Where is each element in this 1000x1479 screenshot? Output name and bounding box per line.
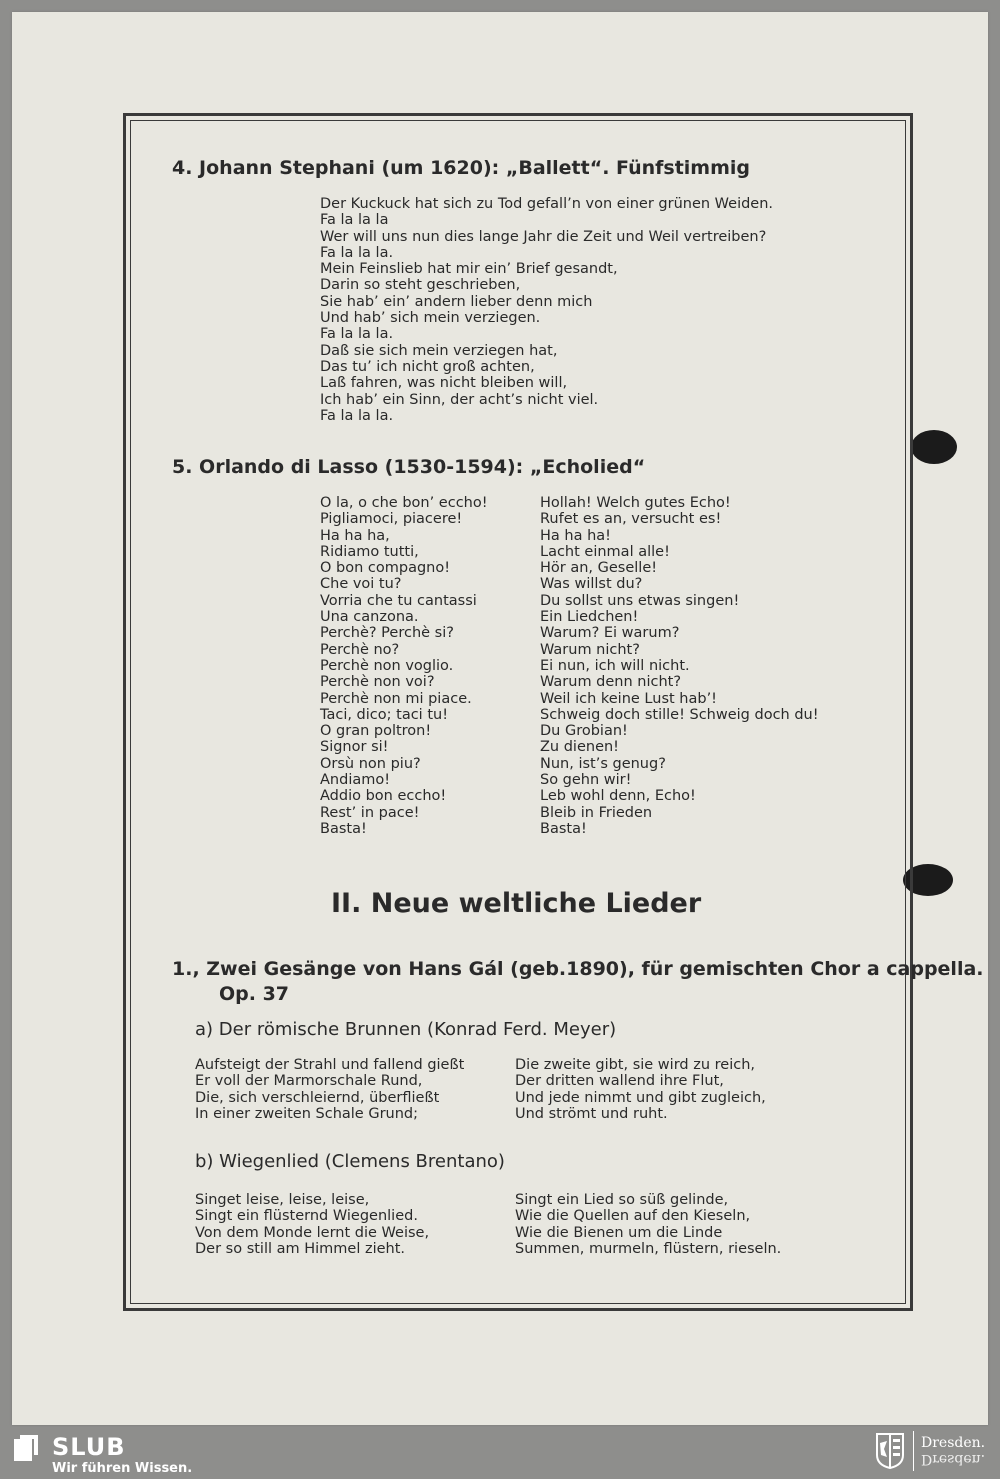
lyric-line-german: Rufet es an, versucht es! [540,511,722,528]
section-5-german-lyrics [540,495,819,837]
lyric-line: Sie hab’ ein’ andern lieber denn mich [320,293,593,310]
song-b-title: b) Wiegenlied (Clemens Brentano) [195,1151,505,1172]
lyric-line-italian: Che voi tu? [320,576,402,593]
lyric-line-italian: O la, o che bon’ eccho! [320,495,488,511]
lyric-line-german: Warum? Ei warum? [540,625,680,642]
lyric-line: Mein Feinslieb hat mir ein’ Brief gesandt, [320,261,618,278]
song-b-left-stanza [195,1192,429,1257]
lyric-line-german: So gehn wir! [540,772,632,789]
lyric-line-italian: Basta! [320,820,367,837]
lyric-line-german: Leb wohl denn, Echo! [540,788,696,805]
part-2-title: II. Neue weltliche Lieder [331,888,702,919]
lyric-line-italian: Ridiamo tutti, [320,543,419,560]
lyric-line-german: Was willst du? [540,576,643,593]
lyric-line-italian: Perchè non voi? [320,674,435,691]
lyric-line: Das tu’ ich nicht groß achten, [320,358,535,375]
lyric-line: Die zweite gibt, sie wird zu reich, [515,1057,755,1073]
lyric-line-german: Warum denn nicht? [540,674,682,691]
lyric-line-italian: Perchè no? [320,641,400,658]
lyric-line: Der Kuckuck hat sich zu Tod gefall’n von einer grünen Weiden. [320,196,774,212]
lyric-line-italian: Perchè non mi piace. [320,690,472,707]
lyric-line: Fa la la la. [320,407,394,424]
lyric-line-italian: Signor si! [320,739,389,756]
slub-tagline: Wir führen Wissen. [52,1461,193,1476]
punch-hole-top [911,430,957,464]
lyric-line: Singt ein flüsternd Wiegenlied. [195,1208,418,1225]
lyric-line: Und jede nimmt und gibt zugleich, [515,1089,766,1106]
lyric-line: Ich hab’ ein Sinn, der acht’s nicht viel. [320,391,599,408]
lyric-line-german: Hollah! Welch gutes Echo! [540,495,731,511]
lyric-line-italian: Taci, dico; taci tu! [320,706,449,723]
lyric-line-italian: Addio bon eccho! [320,788,447,805]
lyric-line-german: Du Grobian! [540,723,628,740]
lyric-line: Aufsteigt der Strahl und fallend gießt [195,1057,465,1073]
lyric-line: Fa la la la. [320,244,394,261]
lyric-line: Darin so steht geschrieben, [320,277,521,294]
lyric-line-german: Bleib in Frieden [540,804,653,821]
lyric-line: Er voll der Marmorschale Rund, [195,1073,423,1090]
lyric-line: Fa la la la [320,212,389,229]
section-4-lyrics [320,196,773,424]
lyric-line-italian: Andiamo! [320,772,391,789]
lyric-line: Der so still am Himmel zieht. [195,1240,406,1257]
song-b-right-stanza [515,1192,781,1257]
lyric-line: Singt ein Lied so süß gelinde, [515,1192,729,1208]
dresden-wordmark[interactable]: Dresden. [921,1435,986,1451]
section-5-heading: 5. Orlando di Lasso (1530-1594): „Echolied“ [172,456,646,478]
lyric-line-german: Ein Liedchen! [540,609,639,626]
section-4-heading: 4. Johann Stephani (um 1620): „Ballett“. Fünfstimmig [172,157,750,179]
lyric-line: Die, sich verschleiernd, überfließt [195,1089,440,1106]
lyric-line-italian: O gran poltron! [320,723,432,740]
lyric-line-german: Zu dienen! [540,739,619,756]
lyric-line-italian: Orsù non piu? [320,755,421,772]
lyric-line: Und strömt und ruht. [515,1105,668,1122]
lyric-line-german: Ei nun, ich will nicht. [540,657,690,674]
dresden-wordmark-reflection: Dresden. [921,1451,986,1467]
lyric-line: Wie die Bienen um die Linde [515,1224,723,1241]
lyric-line-italian: Una canzona. [320,609,419,626]
lyric-line-german: Nun, ist’s genug? [540,755,666,772]
slub-logo-icon[interactable] [14,1435,38,1461]
lyric-line: Und hab’ sich mein verziegen. [320,310,541,327]
lyric-line-italian: Ha ha ha, [320,527,390,544]
lyric-line-german: Lacht einmal alle! [540,543,670,560]
lyric-line-german: Hör an, Geselle! [540,560,658,577]
lyric-line: Der dritten wallend ihre Flut, [515,1073,724,1090]
lyric-line: Von dem Monde lernt die Weise, [195,1224,430,1241]
song-a-title: a) Der römische Brunnen (Konrad Ferd. Meyer) [195,1019,617,1040]
lyric-line: Summen, murmeln, flüstern, rieseln. [515,1240,782,1257]
lyric-line-italian: Vorria che tu cantassi [320,592,477,609]
lyric-line: Wie die Quellen auf den Kieseln, [515,1208,751,1225]
lyric-line-german: Warum nicht? [540,641,640,658]
lyric-line-italian: Pigliamoci, piacere! [320,511,463,528]
lyric-line-italian: Rest’ in pace! [320,804,420,821]
lyric-line: Laß fahren, was nicht bleiben will, [320,375,568,392]
lyric-line: Daß sie sich mein verziegen hat, [320,342,558,359]
lyric-line-german: Weil ich keine Lust hab’! [540,690,717,707]
slub-brand[interactable]: SLUB [52,1433,126,1461]
footer-separator [913,1431,914,1471]
lyric-line-german: Ha ha ha! [540,527,611,544]
lyric-line-italian: O bon compagno! [320,560,451,577]
lyric-line: Fa la la la. [320,326,394,343]
song-a-right-stanza [515,1057,766,1122]
section-5-italian-lyrics [320,495,488,837]
lyric-line: Singet leise, leise, leise, [195,1192,370,1208]
lyric-line-german: Du sollst uns etwas singen! [540,592,740,609]
part-2-item-1-opus: Op. 37 [219,983,290,1005]
lyric-line-italian: Perchè non voglio. [320,657,454,674]
lyric-line-italian: Perchè? Perchè si? [320,625,454,642]
lyric-line: Wer will uns nun dies lange Jahr die Zeit und Weil vertreiben? [320,228,767,245]
dresden-crest-icon[interactable] [876,1433,904,1469]
lyric-line-german: Basta! [540,820,587,837]
lyric-line-german: Schweig doch stille! Schweig doch du! [540,706,819,723]
song-a-left-stanza [195,1057,464,1122]
part-2-item-1-heading: 1., Zwei Gesänge von Hans Gál (geb.1890), für gemischten Chor a cappella. [172,958,984,980]
footer-bar [0,1427,1000,1479]
lyric-line: In einer zweiten Schale Grund; [195,1105,419,1122]
